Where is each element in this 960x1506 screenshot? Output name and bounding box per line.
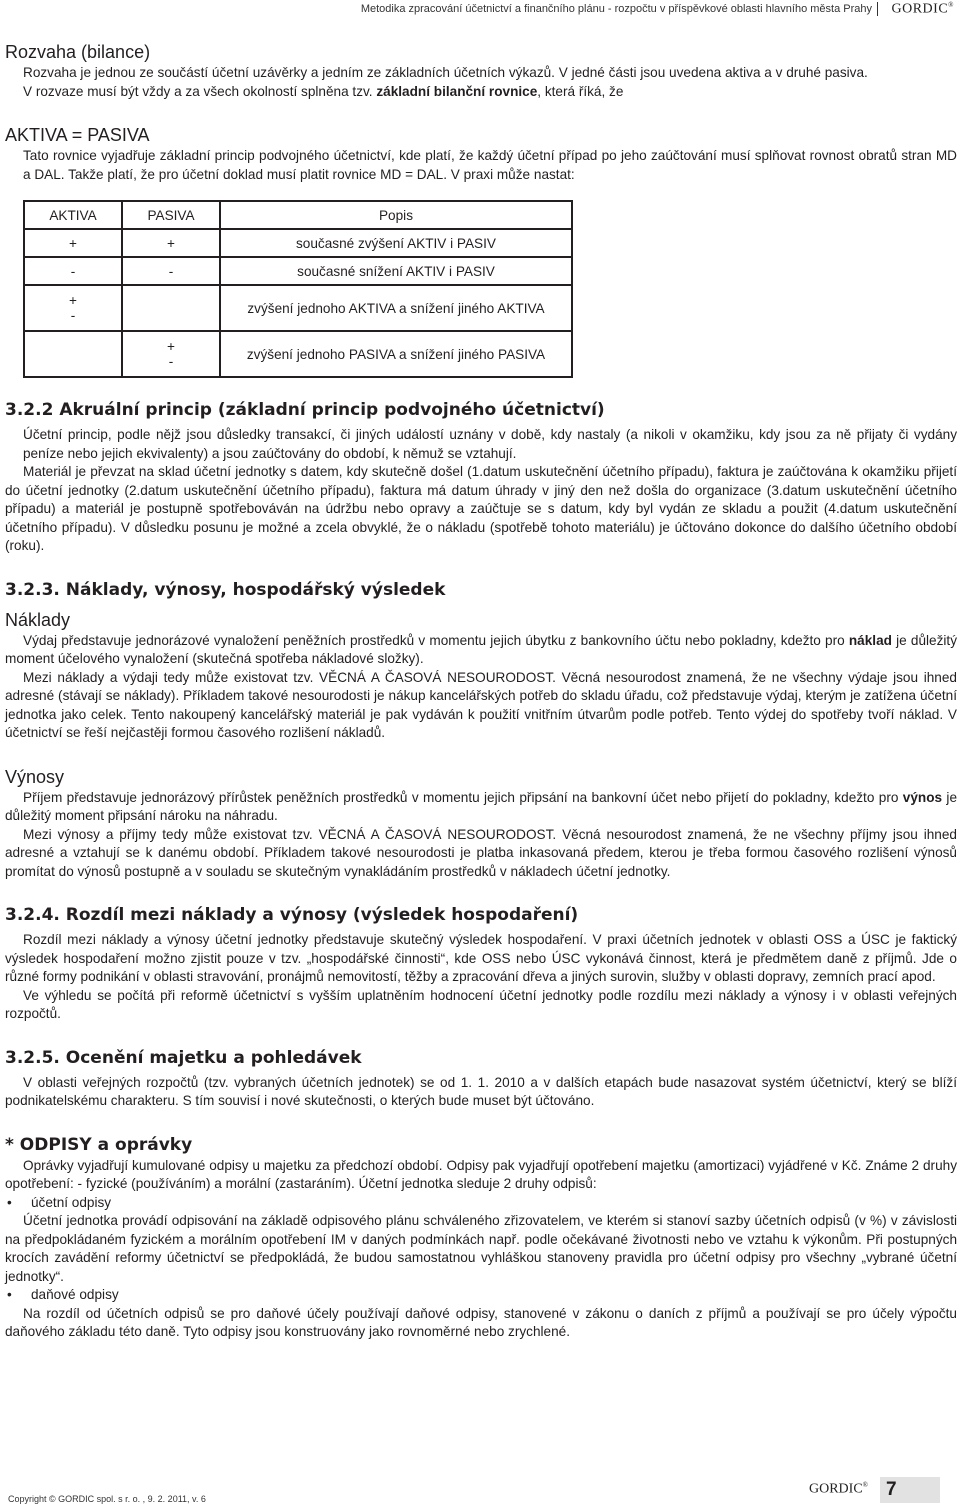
intro-text-a: V rozvaze musí být vždy a za všech okolností splněna tzv. (23, 83, 377, 99)
rozvaha-intro-line2 (5, 83, 957, 102)
cell-pasiva-sign2: - (168, 354, 174, 369)
table-header-row (24, 201, 572, 229)
intro-text-b: , která říká, že (537, 83, 624, 99)
page-content (5, 40, 957, 1342)
section-322-p1: Účetní princip, podle nějž jsou důsledky transakcí, či jiných událostí uznány v době, kdy nastaly (a nikoli v okamžiku, kdy jsou za ně přijaty či vydány peníze nebo jejich ekvivalenty) a jsou zaúčtovány do období, k němuž se vztahují. (23, 427, 957, 461)
section-324-title: 3.2.4. Rozdíl mezi náklady a výnosy (výsledek hospodaření) (5, 905, 579, 925)
vynosy-p1 (5, 789, 957, 826)
section-324-p2: Ve výhledu se počítá při reformě účetnictví s vyšším uplatněním hodnocení účetní jednotky podle rozdílu mezi náklady a výnosy i v oblasti veřejných rozpočtů. (5, 987, 957, 1021)
vynosy-p2: Mezi výnosy a příjmy tedy může existovat tzv. VĚCNÁ A ČASOVÁ NESOURODOST. Věcná nesourodost znamená, že ne všechny příjmy jsou ihned adresné a vztahují se k danému období. Příkladem takové nesourodosti je platba inkasovaná předem, kterou je třeba formou časového rozlišení výnosů promítat do výnosů postupně a v souladu se skutečným vynakládáním prostředků v nákladech účetní jednotky. (5, 826, 957, 879)
balance-table (23, 200, 573, 378)
vynosy-p1-a: Příjem představuje jednorázový přírůstek peněžních prostředků v momentu jejich připsání na bankovní účet nebo přijetí do pokladny, kdežto pro (23, 789, 903, 805)
section-322-p2-text: Materiál je převzat na sklad účetní jednotky s datem, kdy skutečně došel (1.datum uskutečnění účetního případu), faktura je zaúčtována k okamžiku přijetí do účetní jednotky (2.datum uskutečnění účetního případu), faktura má datum úhrady v jiný den než došla do organizace (3.datum uskutečnění účetního případu) a materiál je postupně spotřebováván na údržbu nebo opravy a zaúčtuje se s datum, kdy byl vydán ze skladu a použit (4.datum uskutečnění účetního případu). V důsledku posunu je možné a zcela obvyklé, že o nákladu (spotřebě tohoto materiálu) je účtováno dokonce do dalšího účetního období (roku). (5, 464, 957, 553)
header-logo-mark: ® (948, 1, 954, 9)
section-322-title: 3.2.2 Akruální princip (základní princip podvojného účetnictví) (5, 400, 605, 420)
cell-aktiva: + (24, 229, 122, 257)
naklady-title: Náklady (5, 609, 71, 630)
odpisy-p1: Oprávky vyjadřují kumulované odpisy u majetku za předchozí období. Odpisy pak vyjadřují opotřebení majetku (amortizaci) vyjádřené v Kč. Známe 2 druhy opotřebení: - fyzické (používáním) a morální (zastaráním). Účetní jednotka sleduje 2 druhy odpisů: (5, 1157, 957, 1191)
naklady-p1-b: je důležitý moment účelového vynaložení (skutečná spotřeba nákladové složky). (5, 632, 957, 666)
cell-pasiva (122, 285, 220, 331)
cell-popis: současné snížení AKTIV i PASIV (220, 257, 572, 285)
table-row (24, 229, 572, 257)
list-item: • účetní odpisy (5, 1194, 957, 1213)
cell-aktiva: - (24, 257, 122, 285)
cell-pasiva (122, 331, 220, 377)
page-number: 7 (880, 1477, 940, 1503)
footer-logo (809, 1481, 868, 1498)
rozvaha-title: Rozvaha (bilance) (5, 42, 151, 62)
table-row (24, 331, 572, 377)
vynosy-bold: výnos (902, 789, 943, 805)
naklady-bold: náklad (848, 632, 892, 648)
vynosy-title: Výnosy (5, 766, 65, 787)
footer-logo-mark: ® (862, 1481, 868, 1490)
footer-logo-text: GORDIC (809, 1482, 863, 1497)
cell-pasiva-sign1: + (167, 339, 175, 354)
cell-aktiva-sign2: - (70, 308, 76, 323)
section-325-p1: V oblasti veřejných rozpočtů (tzv. vybraných účetních jednotek) se od 1. 1. 2010 a v dalších etapách bude nasazovat systém účetnictví, který se blíží podnikatelskému charakteru. S tím souvisí i nové skutečnosti, o kterých bude muset být účtováno. (5, 1074, 957, 1108)
cell-aktiva (24, 331, 122, 377)
header-aktiva: AKTIVA (24, 201, 122, 229)
header-logo-text: GORDIC (891, 1, 949, 17)
odpisy-title: * ODPISY a oprávky (5, 1134, 193, 1155)
cell-popis: současné zvýšení AKTIV i PASIV (220, 229, 572, 257)
header-popis: Popis (220, 201, 572, 229)
rozvaha-intro-line1: Rozvaha je jednou ze součástí účetní uzávěrky a jedním ze základních účetních výkazů. V jedné části jsou uvedena aktiva a v druhé pasiva. (23, 65, 868, 80)
odpisy-bullet1-text: Účetní jednotka provádí odpisování na základě odpisového plánu schváleného zřizovatelem, ve kterém si stanoví sazby účetních odpisů (v %) v závislosti na předpokládaném fyzickém a morálním opotřebení IM v daných podmínkách např. podle očekávané životnosti nebo ve vztahu k výkonům. Při postupných krocích zavádění reformy účetnictví se předpokládá, že budou samostatnou vyhláškou stanoveny pravidla pro účetní odpisy pro všechny „vybrané účetní jednotky“. (5, 1213, 957, 1284)
odpisy-bullet-list-1 (5, 1194, 957, 1213)
naklady-p1 (5, 632, 957, 669)
section-324-p1: Rozdíl mezi náklady a výnosy účetní jednotky představuje skutečný výsledek hospodaření. V praxi účetních jednotek v oblasti OSS a ÚSC je faktický výsledek hospodaření možno zjistit pouze v tzv. „hospodářské činnosti“, kde OSS nebo ÚSC vykonává činnost, která je předmětem daně z příjmů. Jde o různé formy podnikání v oblasti stravování, pronájmů nemovitostí, těžby a zpracování dřeva a jiných surovin, služby v oblasti dopravy, zemních prací apod. (5, 932, 957, 984)
table-row (24, 285, 572, 331)
cell-aktiva (24, 285, 122, 331)
cell-pasiva: - (122, 257, 220, 285)
header-pasiva: PASIVA (122, 201, 220, 229)
section-325-title: 3.2.5. Ocenění majetku a pohledávek (5, 1047, 362, 1068)
cell-aktiva-sign1: + (69, 293, 77, 308)
equation-paragraph: Tato rovnice vyjadřuje základní princip podvojného účetnictví, kde platí, že každý účetní případ po jeho zaúčtování musí splňovat rovnost obratů stran MD a DAL. Takže platí, že pro účetní doklad musí platit rovnice MD = DAL. V praxi může nastat: (23, 148, 957, 182)
odpisy-bullet2-text: Na rozdíl od účetních odpisů se pro daňové účely používají daňové odpisy, stanovené v zákonu o daních z příjmů a používají se pro účely výpočtu daňového základu této daně. Tyto odpisy jsou konstruovány jako rovnoměrné nebo zrychlené. (5, 1305, 957, 1339)
equation-heading: AKTIVA = PASIVA (5, 125, 150, 145)
table-row (24, 257, 572, 285)
odpisy-bullet-list-2 (5, 1286, 957, 1305)
vynosy-p1-b: je důležitý moment připsání nároku na náhradu. (5, 789, 958, 823)
section-322-p2 (5, 463, 957, 556)
footer-copyright: Copyright © GORDIC spol. s r. o. , 9. 2. 2011, v. 6 (8, 1494, 206, 1504)
intro-bold: základní bilanční rovnice (376, 83, 538, 99)
naklady-p2: Mezi náklady a výdaji tedy může existovat tzv. VĚCNÁ A ČASOVÁ NESOURODOST. Věcná nesourodost znamená, že ne všechny výdaje jsou ihned adresné (stávají se náklady). Příkladem takové nesourodosti je nákup kancelářských potřeb do skladu úřadu, což představuje výdaj, kterým je zatížena účetní jednotka jako celek. Tento nakoupený kancelářský materiál je pak vydáván k použití vnitřním útvarům podle potřeb. Tento výdej do spotřeby tvoří náklad. V účetnictví se řeší nejčastěji formou časového rozlišení nákladů. (5, 669, 957, 740)
cell-popis: zvýšení jednoho PASIVA a snížení jiného PASIVA (220, 331, 572, 377)
header-logo (892, 1, 955, 18)
running-header: Metodika zpracování účetnictví a finančního plánu - rozpočtu v příspěvkové oblasti hlavního města Prahy (360, 3, 872, 15)
list-item: • daňové odpisy (5, 1286, 957, 1305)
naklady-p1-a: Výdaj představuje jednorázové vynaložení peněžních prostředků v momentu jejich úbytku z bankovního účtu nebo pokladny, kdežto pro (23, 632, 849, 648)
header-divider (877, 2, 878, 16)
cell-pasiva: + (122, 229, 220, 257)
cell-popis: zvýšení jednoho AKTIVA a snížení jiného AKTIVA (220, 285, 572, 331)
section-323-title: 3.2.3. Náklady, výnosy, hospodářský výsledek (5, 579, 446, 600)
